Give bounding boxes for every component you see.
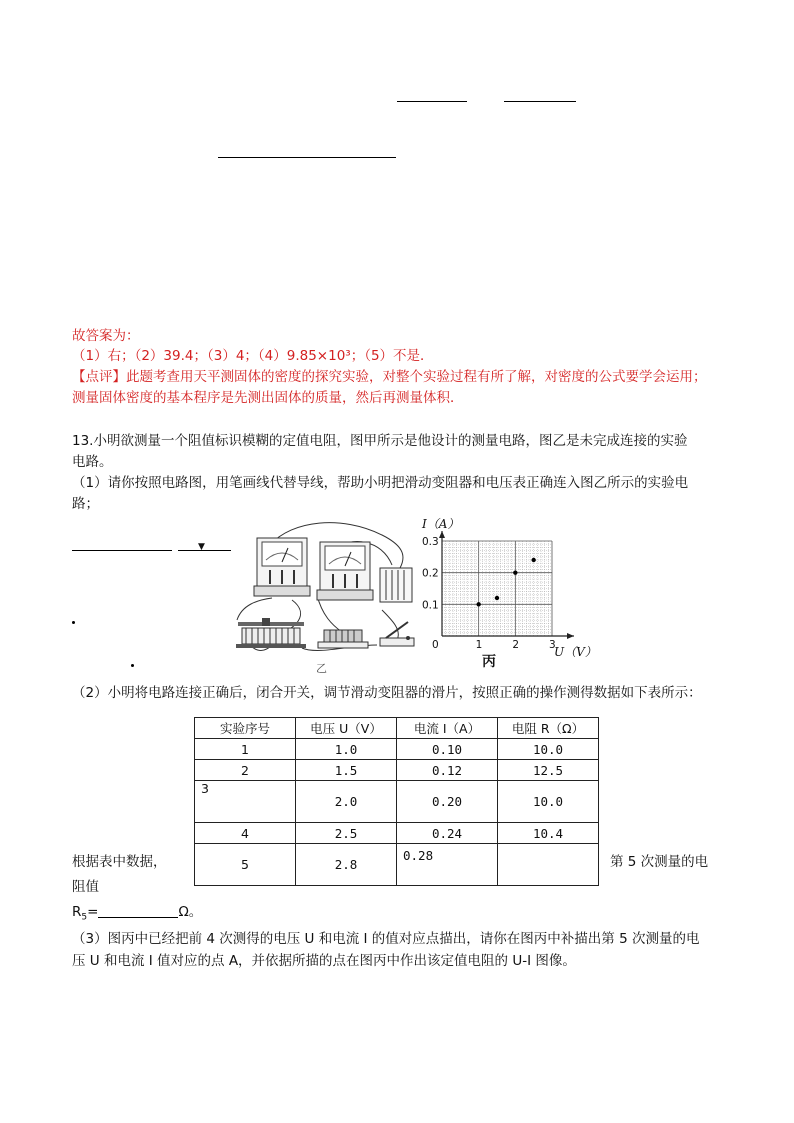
q13-part1-line-2: 路； [72, 496, 99, 512]
iu-chart [420, 516, 597, 674]
q13-part2-after-right: 第 5 次测量的电 [610, 854, 709, 870]
r5-equals: = [87, 904, 99, 920]
table-cell: 0.12 [397, 760, 498, 781]
r5-unit: Ω。 [178, 904, 203, 920]
table-cell: 4 [195, 823, 296, 844]
x-tick-label: 2 [512, 639, 520, 651]
table-cell: 12.5 [498, 760, 599, 781]
table-row [195, 823, 599, 844]
table-row [195, 739, 599, 760]
resistor-device [318, 630, 368, 648]
chart-labels [421, 517, 597, 670]
comment-text-1: 此题考查用天平测固体的密度的探究实验，对整个实验过程有所了解，对密度的公式要学会运用； [126, 369, 707, 385]
triangle-marker-icon: ▼ [198, 542, 205, 552]
table-row [195, 760, 599, 781]
table-header-cell: 电压 U（V） [296, 718, 397, 739]
table-cell: 5 [195, 844, 296, 886]
r5-answer-line [72, 902, 202, 928]
x-tick-label: 3 [549, 639, 556, 651]
r5-label: R [72, 904, 82, 920]
answer-line: （1）右；（2）39.4；（3）4；（4）9.85×10³；（5）不是． [72, 348, 434, 364]
chart-grid [442, 541, 552, 636]
voltmeter-device [317, 542, 373, 600]
table-cell: 10.0 [498, 739, 599, 760]
table-header-cell: 电阻 R（Ω） [498, 718, 599, 739]
table-cell: 2 [195, 760, 296, 781]
answer-heading: 故答案为： [72, 328, 140, 344]
table-cell: 10.4 [498, 823, 599, 844]
comment-tag: 【点评】 [72, 369, 126, 385]
data-point [531, 558, 535, 562]
data-point [495, 596, 499, 600]
table-cell: 1.5 [296, 760, 397, 781]
comment-line-1 [72, 367, 707, 387]
x-axis-arrow-icon [567, 633, 574, 639]
table-row [195, 781, 599, 823]
table-cell: 0.20 [397, 781, 498, 823]
comment-line-2: 测量固体密度的基本程序是先测出固体的质量，然后再测量体积． [72, 390, 464, 406]
table-header-cell: 实验序号 [195, 718, 296, 739]
q13-part2-after-left: 根据表中数据， [72, 854, 167, 870]
figure-yi-label: 乙 [316, 662, 327, 675]
data-point [476, 602, 480, 606]
switch-device [380, 622, 414, 646]
x-tick-label: 0 [432, 639, 439, 651]
y-tick-label: 0.2 [422, 567, 439, 580]
table-cell: 0.28 [397, 844, 498, 886]
blank-line-1 [397, 101, 467, 102]
battery-box [380, 568, 412, 602]
table-row [195, 844, 599, 886]
q13-part3-line-2: 压 U 和电流 I 值对应的点 A，并依据所描的点在图丙中作出该定值电阻的 U-I 图像。 [72, 953, 576, 969]
data-table [194, 717, 599, 886]
table-cell: 2.0 [296, 781, 397, 823]
y-axis-arrow-icon [439, 531, 445, 538]
table-header-row [195, 718, 599, 739]
x-axis-label: U（V） [554, 645, 597, 659]
circuit-figure-yi [232, 520, 422, 680]
q13-part1-line-1: （1）请你按照电路图，用笔画线代替导线，帮助小明把滑动变阻器和电压表正确连入图乙所示的实验电 [72, 475, 689, 491]
q13-stem-line-2: 电路。 [72, 454, 113, 470]
rheostat-device [236, 618, 306, 648]
stray-dot-2 [131, 664, 134, 667]
ammeter-device [254, 538, 310, 596]
table-cell-blank [498, 844, 599, 886]
table-cell: 1.0 [296, 739, 397, 760]
r5-blank[interactable] [98, 903, 178, 918]
stray-line-1 [72, 550, 172, 551]
table-cell: 0.10 [397, 739, 498, 760]
q13-part2-after-line-2: 阻值 [72, 879, 99, 895]
data-point [513, 570, 517, 574]
x-tick-label: 1 [475, 639, 483, 651]
table-cell: 10.0 [498, 781, 599, 823]
blank-line-3 [218, 157, 396, 158]
q13-part2: （2）小明将电路连接正确后，闭合开关，调节滑动变阻器的滑片，按照正确的操作测得数据如下表所示： [72, 685, 702, 701]
y-tick-label: 0.3 [422, 536, 439, 548]
table-cell: 2.5 [296, 823, 397, 844]
table-cell: 1 [195, 739, 296, 760]
blank-line-2 [504, 101, 576, 102]
table-header-cell: 电流 I（A） [397, 718, 498, 739]
q13-part3-line-1: （3）图丙中已经把前 4 次测得的电压 U 和电流 I 的值对应点描出，请你在图丙中补描出第 5 次测量的电 [72, 931, 700, 947]
table-cell: 2.8 [296, 844, 397, 886]
y-tick-label: 0.1 [422, 599, 439, 612]
table-cell: 3 [195, 781, 296, 823]
y-axis-label: I（A） [422, 517, 460, 531]
stray-dot-1 [72, 621, 75, 624]
table-cell: 0.24 [397, 823, 498, 844]
q13-stem-line-1: 13.小明欲测量一个阻值标识模糊的定值电阻，图甲所示是他设计的测量电路，图乙是未完成连接的实验 [72, 433, 688, 449]
r5-subscript: 5 [81, 912, 88, 923]
chart-title: 丙 [482, 654, 496, 670]
